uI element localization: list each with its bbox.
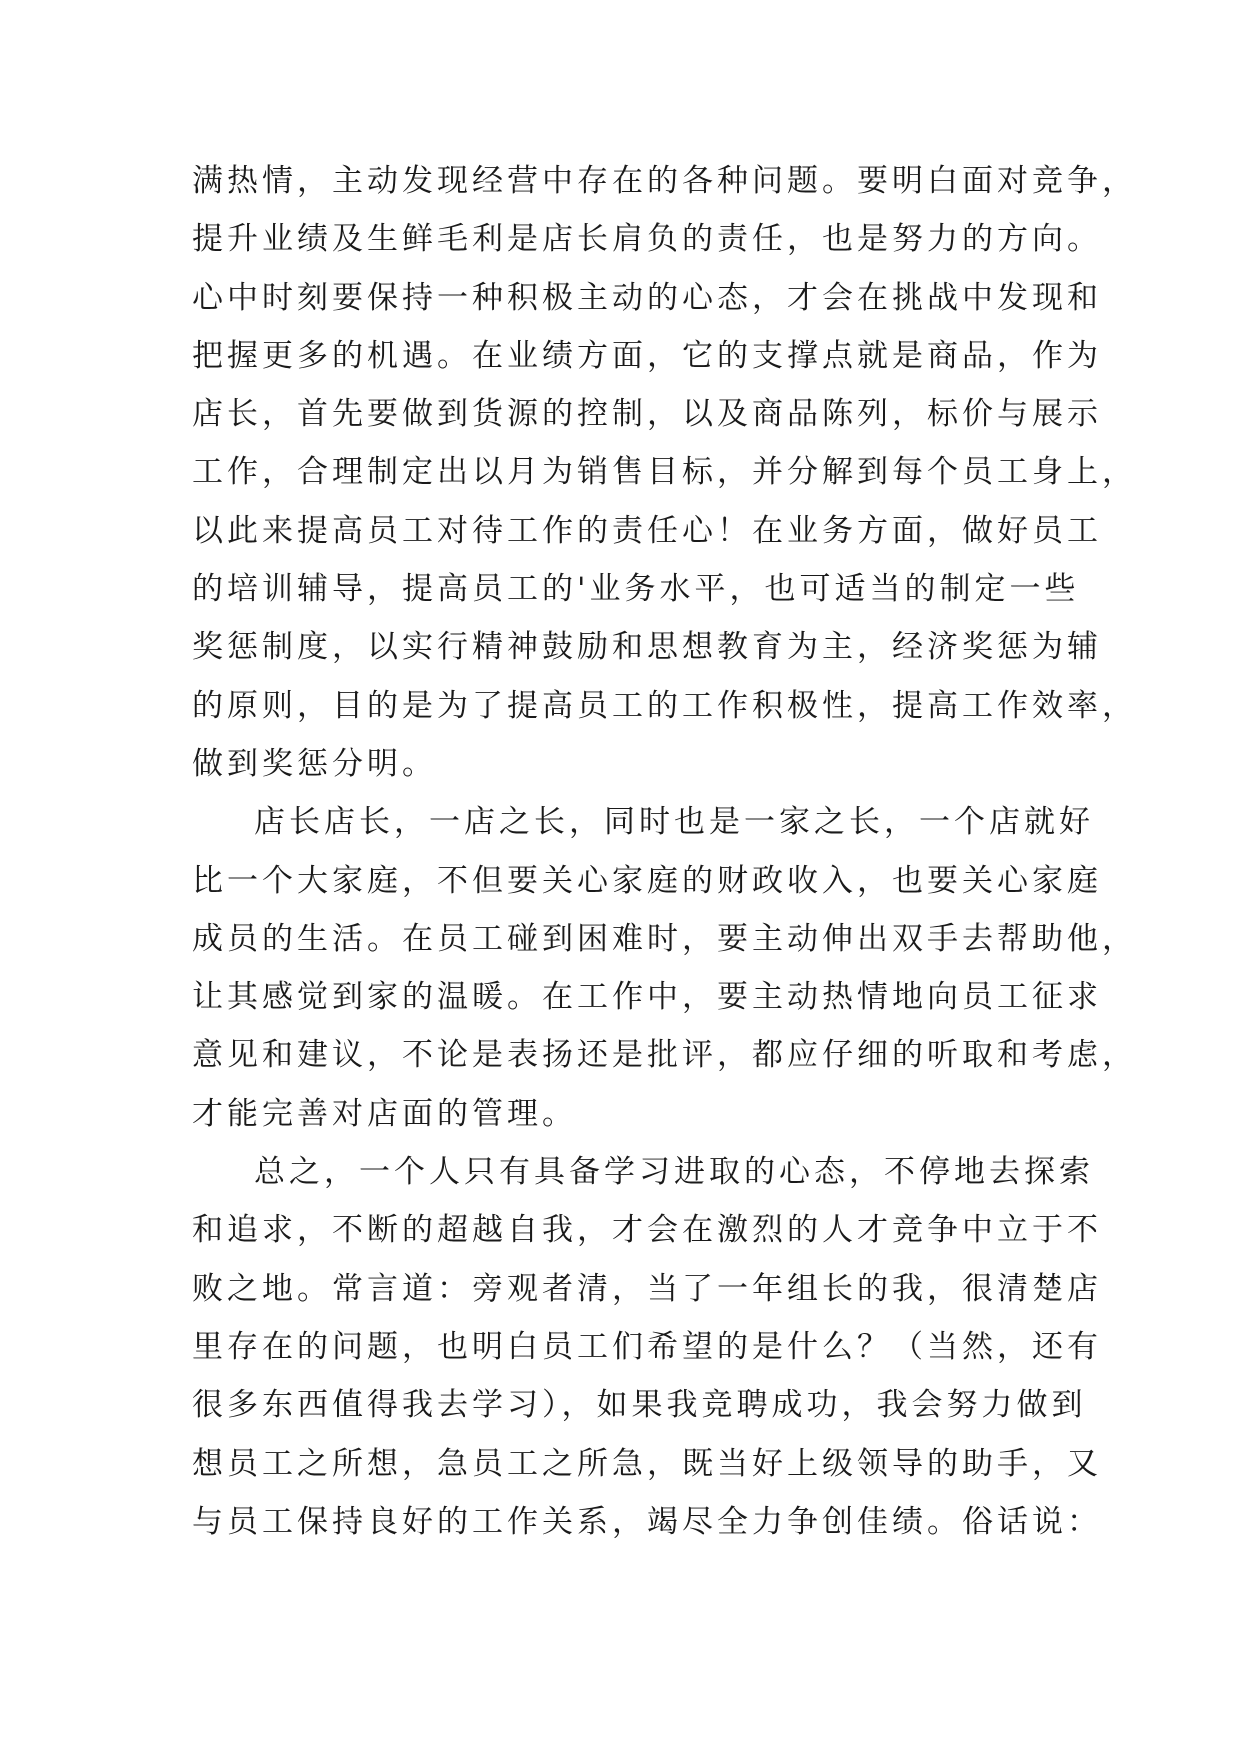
text-line: 奖惩制度，以实行精神鼓励和思想教育为主，经济奖惩为辅 — [192, 629, 1102, 666]
text-line: 做到奖惩分明。 — [192, 745, 437, 782]
text-line: 的培训辅导，提高员工的'业务水平，也可适当的制定一些 — [192, 571, 1080, 608]
text-line: 以此来提高员工对待工作的责任心！在业务方面，做好员工 — [192, 512, 1102, 549]
text-line: 意见和建议，不论是表扬还是批评，都应仔细的听取和考虑， — [192, 1037, 1137, 1074]
text-line: 满热情，主动发现经营中存在的各种问题。要明白面对竞争， — [192, 163, 1137, 199]
text-line: 和追求，不断的超越自我，才会在激烈的人才竞争中立于不 — [192, 1212, 1102, 1249]
text-line: 让其感觉到家的温暖。在工作中，要主动热情地向员工征求 — [192, 979, 1102, 1016]
text-line: 心中时刻要保持一种积极主动的心态，才会在挑战中发现和 — [192, 279, 1102, 316]
text-line: 的原则，目的是为了提高员工的工作积极性，提高工作效率， — [192, 687, 1137, 724]
text-line: 提升业绩及生鲜毛利是店长肩负的责任，也是努力的方向。 — [192, 221, 1102, 258]
text-line: 想员工之所想，急员工之所急，既当好上级领导的助手，又 — [192, 1445, 1102, 1482]
text-line: 店长，首先要做到货源的控制，以及商品陈列，标价与展示 — [192, 396, 1102, 433]
text-line: 成员的生活。在员工碰到困难时，要主动伸出双手去帮助他， — [192, 920, 1137, 957]
body-text — [192, 152, 1137, 1551]
text-line: 才能完善对店面的管理。 — [192, 1095, 577, 1132]
text-line: 比一个大家庭，不但要关心家庭的财政收入，也要关心家庭 — [192, 862, 1102, 899]
text-line: 与员工保持良好的工作关系，竭尽全力争创佳绩。俗话说： — [192, 1503, 1102, 1540]
text-line: 工作，合理制定出以月为销售目标，并分解到每个员工身上， — [192, 454, 1137, 491]
text-line: 里存在的问题，也明白员工们希望的是什么？（当然，还有 — [192, 1328, 1102, 1365]
text-line: 败之地。常言道：旁观者清，当了一年组长的我，很清楚店 — [192, 1270, 1102, 1307]
text-line: 很多东西值得我去学习），如果我竞聘成功，我会努力做到 — [192, 1387, 1087, 1424]
paragraph-first-line: 总之，一个人只有具备学习进取的心态，不停地去探索 — [254, 1154, 1094, 1191]
paragraph-first-line: 店长店长，一店之长，同时也是一家之长，一个店就好 — [254, 804, 1094, 841]
text-line: 把握更多的机遇。在业绩方面，它的支撑点就是商品，作为 — [192, 337, 1102, 374]
